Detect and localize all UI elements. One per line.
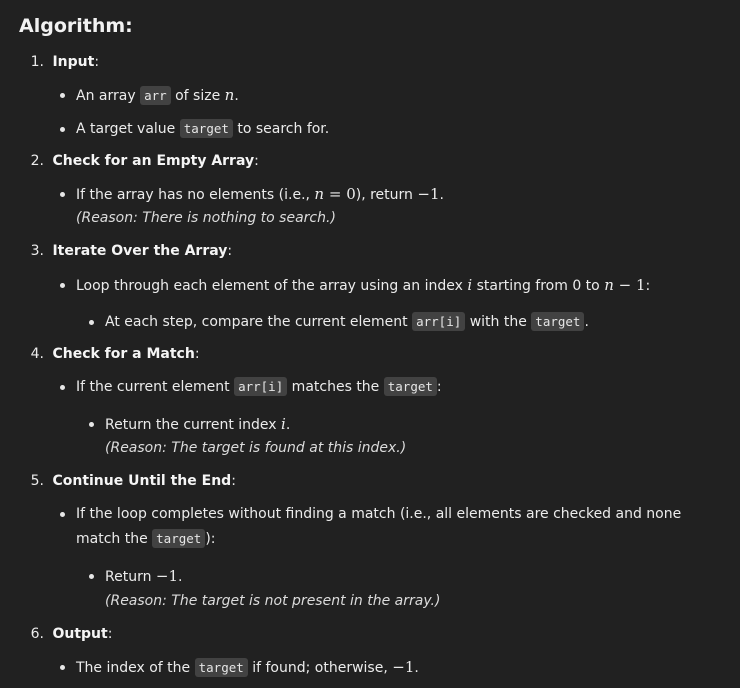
list-item: If the current element arr[i] matches the target : xyxy=(76,379,442,395)
list-item: If the array has no elements (i.e., n = 0), return −1. xyxy=(76,185,444,203)
bullet-icon xyxy=(60,385,65,390)
list-item: The index of the target if found; otherwise, −1. xyxy=(76,658,419,676)
bullet-icon xyxy=(60,512,65,517)
step-title: Check for an Empty Array xyxy=(52,153,255,169)
inline-code: target xyxy=(152,529,205,548)
reason-note: (Reason: The target is not present in the array.) xyxy=(105,593,441,609)
step-title: Check for a Match xyxy=(52,346,195,362)
inline-code: arr xyxy=(140,86,171,105)
inline-code: target xyxy=(531,312,584,331)
list-item: Loop through each element of the array using an index i starting from 0 to n − 1: xyxy=(76,276,651,294)
bullet-icon xyxy=(89,574,94,579)
step-number: 4. xyxy=(30,346,44,362)
list-item: Return the current index i. xyxy=(105,415,291,433)
bullet-icon xyxy=(89,320,94,325)
inline-code: arr[i] xyxy=(234,377,287,396)
reason-note: (Reason: There is nothing to search.) xyxy=(76,210,336,226)
reason-note: (Reason: The target is found at this index.) xyxy=(105,440,407,456)
step-title: Input xyxy=(52,54,95,70)
step-6: 6. Output: xyxy=(24,623,112,645)
step-number: 2. xyxy=(30,153,44,169)
bullet-icon xyxy=(60,127,65,132)
step-5: 5. Continue Until the End: xyxy=(24,470,236,492)
inline-code: target xyxy=(195,658,248,677)
bullet-icon xyxy=(60,192,65,197)
list-item: An array arr of size n. xyxy=(76,86,239,104)
step-title: Output xyxy=(52,626,108,642)
inline-code: target xyxy=(180,119,233,138)
inline-code: target xyxy=(384,377,437,396)
list-item-continuation: match the target ): xyxy=(76,531,216,547)
list-item: At each step, compare the current element arr[i] with the target . xyxy=(105,314,589,330)
step-number: 5. xyxy=(30,473,44,489)
step-2: 2. Check for an Empty Array: xyxy=(24,150,259,172)
step-1: 1. Input: xyxy=(24,51,99,73)
list-item: Return −1. xyxy=(105,567,183,585)
step-title: Continue Until the End xyxy=(52,473,232,489)
inline-code: arr[i] xyxy=(412,312,465,331)
list-item: A target value target to search for. xyxy=(76,121,330,137)
step-3: 3. Iterate Over the Array: xyxy=(24,240,232,262)
step-title: Iterate Over the Array xyxy=(52,243,228,259)
section-heading: Algorithm: xyxy=(19,15,133,37)
step-number: 1. xyxy=(30,54,44,70)
step-number: 3. xyxy=(30,243,44,259)
bullet-icon xyxy=(89,422,94,427)
list-item: If the loop completes without finding a match (i.e., all elements are checked and none xyxy=(76,506,682,522)
bullet-icon xyxy=(60,93,65,98)
step-4: 4. Check for a Match: xyxy=(24,343,200,365)
math-variable: n xyxy=(224,86,235,104)
step-number: 6. xyxy=(30,626,44,642)
bullet-icon xyxy=(60,665,65,670)
bullet-icon xyxy=(60,283,65,288)
